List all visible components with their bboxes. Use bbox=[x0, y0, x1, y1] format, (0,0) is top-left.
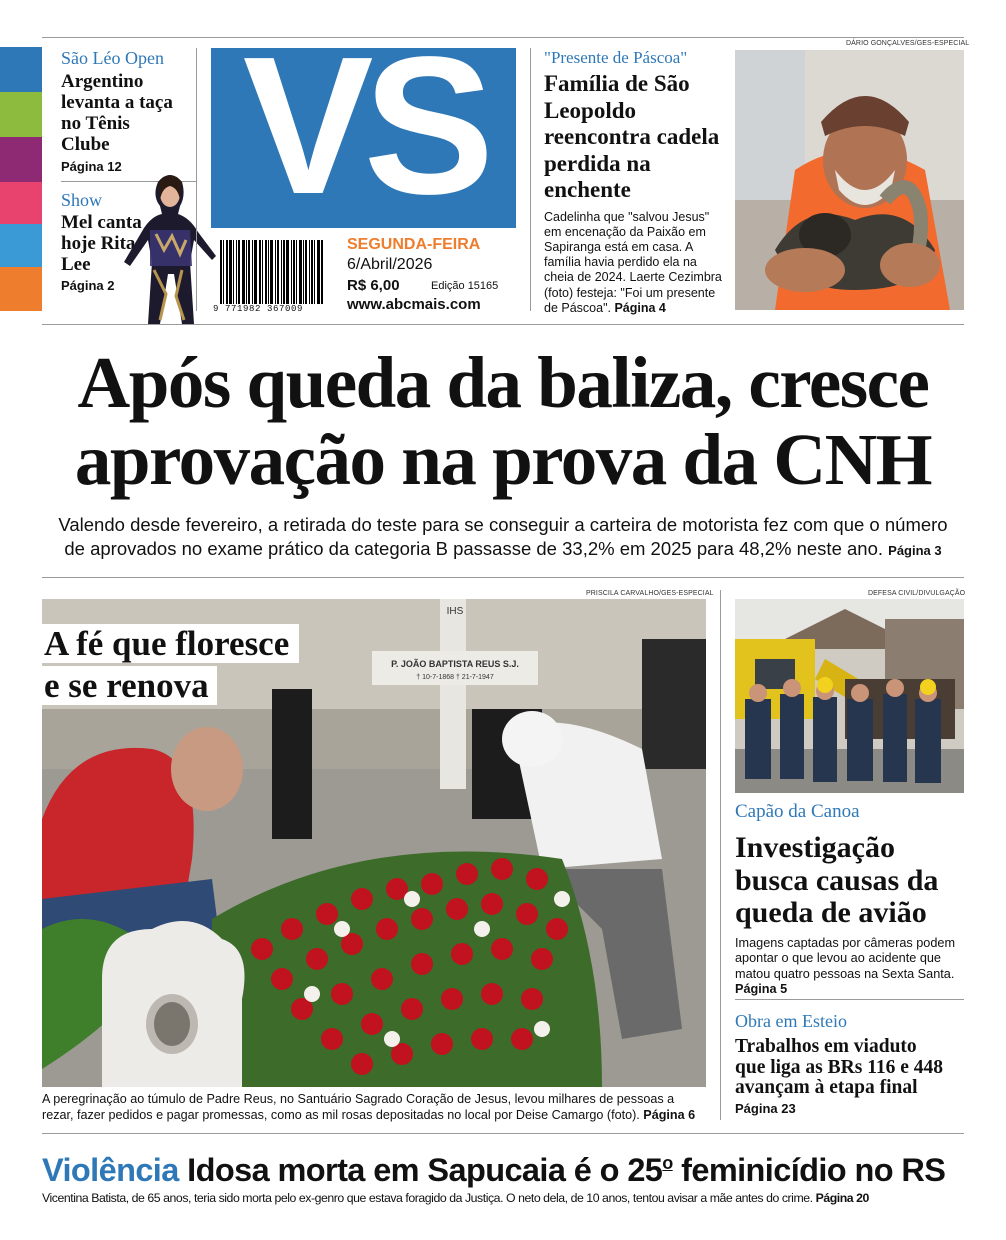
viaduct-kicker: Obra em Esteio bbox=[735, 1011, 847, 1031]
left-column-divider bbox=[196, 48, 197, 311]
masthead-price: R$ 6,00 bbox=[347, 277, 400, 294]
violence-page: Página 20 bbox=[815, 1191, 869, 1205]
main-lead-line2: de aprovados no exame prático da categoria B passasse de 33,2% em 2025 para 48,2% neste ano. bbox=[64, 537, 884, 559]
color-strip-purple bbox=[0, 137, 42, 182]
color-strip-green bbox=[0, 92, 42, 137]
plane-bottom-rule bbox=[735, 999, 964, 1000]
masthead-right-divider bbox=[530, 48, 531, 311]
violence-body-text: Vicentina Batista, de 65 anos, teria sido morta pelo ex-genro que estava foragido da Justiça. O neto dela, de 10 anos, tentou avisar a mãe antes do crime. bbox=[42, 1191, 813, 1205]
teaser-easter-body bbox=[544, 210, 728, 316]
faith-overlay-title bbox=[42, 623, 299, 707]
viaduct-headline-line1: Trabalhos em viaduto bbox=[735, 1036, 917, 1057]
plane-page: Página 5 bbox=[735, 982, 788, 996]
plane-headline-line3: queda de avião bbox=[735, 896, 927, 929]
teaser-sports[interactable] bbox=[61, 48, 196, 174]
singer-cutout-photo bbox=[120, 170, 220, 326]
masthead-website[interactable]: www.abcmais.com bbox=[347, 296, 481, 313]
main-headline-line1: Após queda da baliza, cresce bbox=[77, 342, 929, 423]
teaser-sports-page: Página 12 bbox=[61, 159, 122, 174]
faith-caption-page: Página 6 bbox=[643, 1108, 696, 1122]
teaser-easter-page: Página 4 bbox=[614, 300, 666, 315]
main-headline-line2: aprovação na prova da CNH bbox=[74, 419, 932, 500]
viaduct-headline-line2: que liga as BRs 116 e 448 bbox=[735, 1056, 944, 1078]
faith-overlay-line1: A fé que floresce bbox=[42, 624, 299, 663]
plane-headline bbox=[735, 832, 964, 930]
teaser-easter-body-text: Cadelinha que "salvou Jesus" em encenação da Paixão em Sapiranga está em casa. A família havia perdido ela na cheia de 2024. Laerte Cezimbra (foto) festeja: "Foi um presente de Páscoa". bbox=[544, 209, 722, 315]
top-rule bbox=[42, 37, 964, 38]
main-lead bbox=[0, 513, 1006, 562]
color-strip-pink bbox=[0, 182, 42, 224]
viaduct-headline-line3: avançam à etapa final bbox=[735, 1077, 918, 1098]
cross-plaque-line2: † 10-7-1868 † 21-7-1947 bbox=[416, 674, 494, 681]
plane-body-text: Imagens captadas por câmeras podem apontar o que levou ao acidente que matou quatro pessoas na Sexta Santa. bbox=[735, 935, 956, 981]
color-strip-orange bbox=[0, 267, 42, 311]
teaser-sports-headline: Argentino levanta a taça no Tênis Clube bbox=[61, 71, 173, 155]
violence-kicker: Violência bbox=[42, 1152, 179, 1188]
faith-caption-line2: rezar, fazer pedidos e pagar promessas, como as mil rosas depositadas no local por Deise Camargo (foto). bbox=[42, 1108, 640, 1122]
violence-body bbox=[42, 1190, 972, 1206]
faith-caption-line1: A peregrinação ao túmulo de Padre Reus, no Santuário Sagrado Coração de Jesus, levou milhares de pessoas a bbox=[42, 1092, 675, 1106]
plane-kicker: Capão da Canoa bbox=[735, 801, 860, 822]
teaser-sports-kicker: São Léo Open bbox=[61, 48, 164, 68]
violence-headline-before: Idosa morta em Sapucaia é o 25 bbox=[187, 1152, 663, 1188]
teaser-show-headline: Mel canta hoje Rita Lee bbox=[61, 212, 142, 275]
rescue-scene-illustration bbox=[735, 599, 964, 793]
faith-caption bbox=[42, 1091, 710, 1123]
violence-headline[interactable] bbox=[42, 1142, 966, 1191]
masthead-bottom-rule bbox=[42, 324, 964, 325]
cross-top-text: IHS bbox=[446, 606, 464, 617]
plane-story[interactable] bbox=[735, 800, 964, 998]
plane-headline-line1: Investigação bbox=[735, 831, 895, 864]
barcode-number: 9 771982 367009 bbox=[213, 304, 304, 314]
color-strip-lightblue bbox=[0, 224, 42, 267]
faith-overlay-line2: e se renova bbox=[42, 666, 217, 705]
violence-headline-after: feminicídio no RS bbox=[672, 1152, 946, 1188]
viaduct-story[interactable] bbox=[735, 1010, 964, 1116]
plane-photo bbox=[735, 599, 964, 793]
masthead-logo bbox=[211, 48, 516, 228]
viaduct-headline bbox=[735, 1037, 964, 1099]
main-headline[interactable] bbox=[0, 344, 1006, 498]
masthead-edition: Edição 15165 bbox=[431, 280, 499, 292]
cross-plaque-line1: P. JOÃO BAPTISTA REUS S.J. bbox=[391, 659, 519, 669]
teaser-easter-photo bbox=[735, 50, 964, 310]
teaser-easter-headline: Família de São Leopoldo reencontra cadela perdida na enchente bbox=[544, 71, 720, 202]
faith-right-divider bbox=[720, 590, 721, 1120]
main-bottom-rule bbox=[42, 577, 964, 578]
main-lead-page: Página 3 bbox=[888, 542, 942, 558]
plane-headline-line2: busca causas da bbox=[735, 863, 939, 897]
violence-headline-ordinal: o bbox=[662, 1153, 673, 1173]
color-strip-blue bbox=[0, 47, 42, 92]
teaser-easter[interactable] bbox=[544, 48, 728, 316]
teaser-easter-kicker: "Presente de Páscoa" bbox=[544, 48, 688, 67]
plane-photo-credit: DEFESA CIVIL/DIVULGAÇÃO bbox=[868, 590, 966, 597]
bottom-section-rule bbox=[42, 1133, 964, 1134]
teaser-easter-photo-credit: DÁRIO GONÇALVES/GES-ESPECIAL bbox=[846, 40, 970, 47]
viaduct-page: Página 23 bbox=[735, 1100, 796, 1116]
masthead-weekday: SEGUNDA-FEIRA bbox=[347, 236, 481, 253]
masthead-date: 6/Abril/2026 bbox=[347, 256, 433, 273]
plane-body bbox=[735, 936, 964, 998]
faith-photo-credit: PRISCILA CARVALHO/GES-ESPECIAL bbox=[586, 590, 714, 597]
barcode bbox=[220, 240, 323, 304]
teaser-show-page: Página 2 bbox=[61, 278, 115, 293]
teaser-show-kicker: Show bbox=[61, 190, 103, 210]
masthead-logo-text: VS bbox=[242, 48, 485, 228]
main-lead-line1: Valendo desde fevereiro, a retirada do teste para se conseguir a carteira de motorista fez com que o número bbox=[58, 514, 948, 535]
man-with-dog-illustration bbox=[735, 50, 964, 310]
